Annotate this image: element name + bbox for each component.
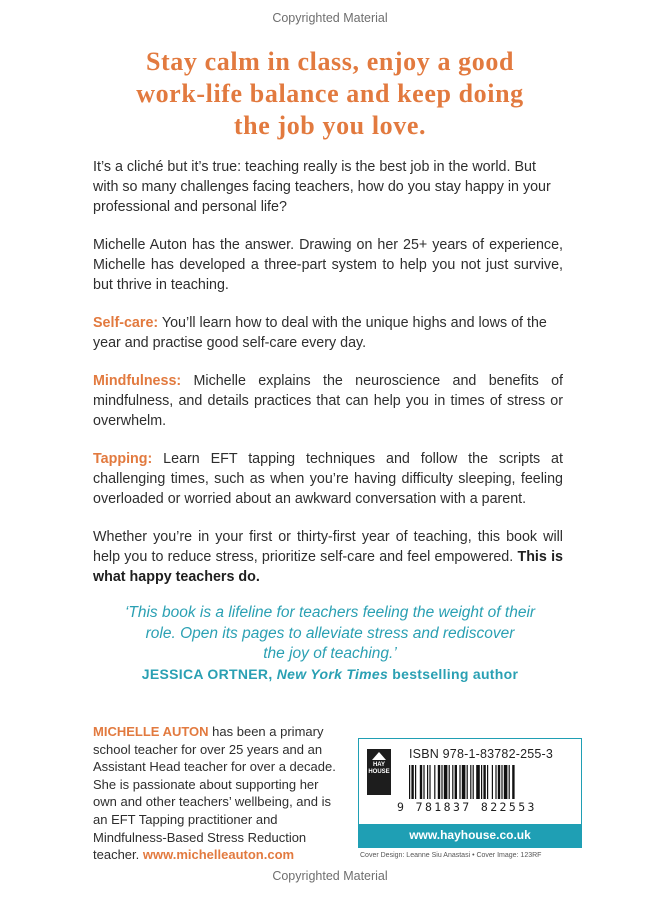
barcode-bar	[509, 765, 510, 799]
mindfulness-text: Michelle explains the neuroscience and benefits of mindfulness, and details practices that can help you in times of stress or overwhelm.	[93, 373, 563, 429]
barcode-bar	[449, 765, 450, 799]
endorser-credential: bestselling author	[388, 666, 519, 682]
barcode-bar	[455, 765, 457, 799]
mindfulness-label: Mindfulness:	[93, 373, 182, 389]
endorser-publication: New York Times	[276, 666, 389, 682]
barcode-bar	[476, 765, 480, 799]
barcode-bar	[504, 765, 508, 799]
barcode-bar	[438, 765, 440, 799]
barcode-bar	[512, 765, 514, 799]
barcode-bar	[462, 765, 466, 799]
barcode-digits: 9 781837 822553	[397, 800, 537, 814]
barcode-bar	[481, 765, 482, 799]
bio-text: has been a primary school teacher for over 25 years and an Assistant Head teacher for over a decade. She is passionate about supporting her own and other teachers’ wellbeing, and is an EFT Tapping practitioner and Mindfulness-Based Stress Reduction teacher.	[93, 724, 336, 863]
endorsement-attribution	[60, 666, 600, 682]
barcode-bar	[409, 765, 410, 799]
copyright-watermark-top: Copyrighted Material	[272, 11, 388, 25]
endorser-name: JESSICA ORTNER	[141, 666, 269, 682]
self-care-text: You’ll learn how to deal with the unique highs and lows of the year and practise good self-care every day.	[93, 315, 547, 351]
barcode-bar	[444, 765, 448, 799]
barcode-bar	[487, 765, 488, 799]
author-bio	[93, 723, 345, 864]
barcode-bar	[498, 765, 500, 799]
isbn-label: ISBN 978-1-83782-255-3	[409, 747, 554, 761]
tapping-paragraph	[93, 449, 563, 509]
barcode-bar	[415, 765, 416, 799]
closing-paragraph	[93, 527, 563, 587]
barcode-bar	[423, 765, 424, 799]
barcode-bar	[427, 765, 428, 799]
headline	[60, 46, 600, 142]
barcode	[409, 765, 569, 799]
barcode-bar	[495, 765, 496, 799]
barcode-bar	[492, 765, 493, 799]
attribution-separator: ,	[268, 666, 277, 682]
closing-text: Whether you’re in your first or thirty-first year of teaching, this book will help you to reduce stress, prioritize self-care and feel empowered.	[93, 529, 563, 565]
cover-credits: Cover Design: Leanne Siu Anastasi • Cover Image: 123RF	[360, 852, 542, 859]
tapping-label: Tapping:	[93, 451, 153, 467]
isbn-barcode-box	[358, 738, 582, 848]
barcode-bar	[441, 765, 442, 799]
intro-paragraph: It’s a cliché but it’s true: teaching really is the best job in the world. But with so many challenges facing teachers, how do you stay happy in your professional and personal life?	[93, 159, 551, 215]
barcode-bar	[429, 765, 430, 799]
barcode-bar	[420, 765, 422, 799]
endorsement-quote	[80, 603, 580, 665]
blurb	[93, 157, 563, 605]
self-care-paragraph	[93, 313, 563, 353]
barcode-bar	[473, 765, 474, 799]
headline-line-1: Stay calm in class, enjoy a good	[145, 47, 515, 76]
publisher-website: www.hayhouse.co.uk	[359, 824, 581, 847]
quote-line-1: ‘This book is a lifeline for teachers feeling the weight of their	[124, 604, 536, 621]
author-name: MICHELLE AUTON	[93, 724, 209, 739]
author-website: www.michelleauton.com	[142, 847, 295, 863]
barcode-bar	[483, 765, 485, 799]
headline-line-2: work-life balance and keep doing	[136, 79, 524, 108]
mindfulness-paragraph	[93, 371, 563, 431]
self-care-label: Self-care:	[93, 315, 159, 331]
barcode-bar	[434, 765, 435, 799]
answer-paragraph: Michelle Auton has the answer. Drawing on her 25+ years of experience, Michelle has developed a three-part system to help you not just survive, but thrive in teaching.	[93, 237, 563, 293]
closing-emphasis: This is what happy teachers do.	[93, 549, 564, 585]
copyright-watermark-bottom: Copyrighted Material	[272, 869, 388, 883]
quote-line-2: role. Open its pages to alleviate stress and rediscover	[145, 624, 515, 642]
quote-line-3: the joy of teaching.’	[263, 645, 397, 662]
barcode-bar	[452, 765, 453, 799]
house-icon	[372, 752, 386, 760]
headline-line-3: the job you love.	[233, 111, 427, 140]
barcode-bar	[411, 765, 413, 799]
barcode-bar	[501, 765, 502, 799]
tapping-text: Learn EFT tapping techniques and follow the scripts at challenging times, such as when you’re having difficulty sleeping, feeling overloaded or worried about an awkward conversation with a parent.	[93, 451, 563, 507]
barcode-bar	[467, 765, 468, 799]
barcode-bar	[459, 765, 460, 799]
hay-house-logo: HAY HOUSE	[367, 749, 391, 795]
barcode-bar	[470, 765, 471, 799]
